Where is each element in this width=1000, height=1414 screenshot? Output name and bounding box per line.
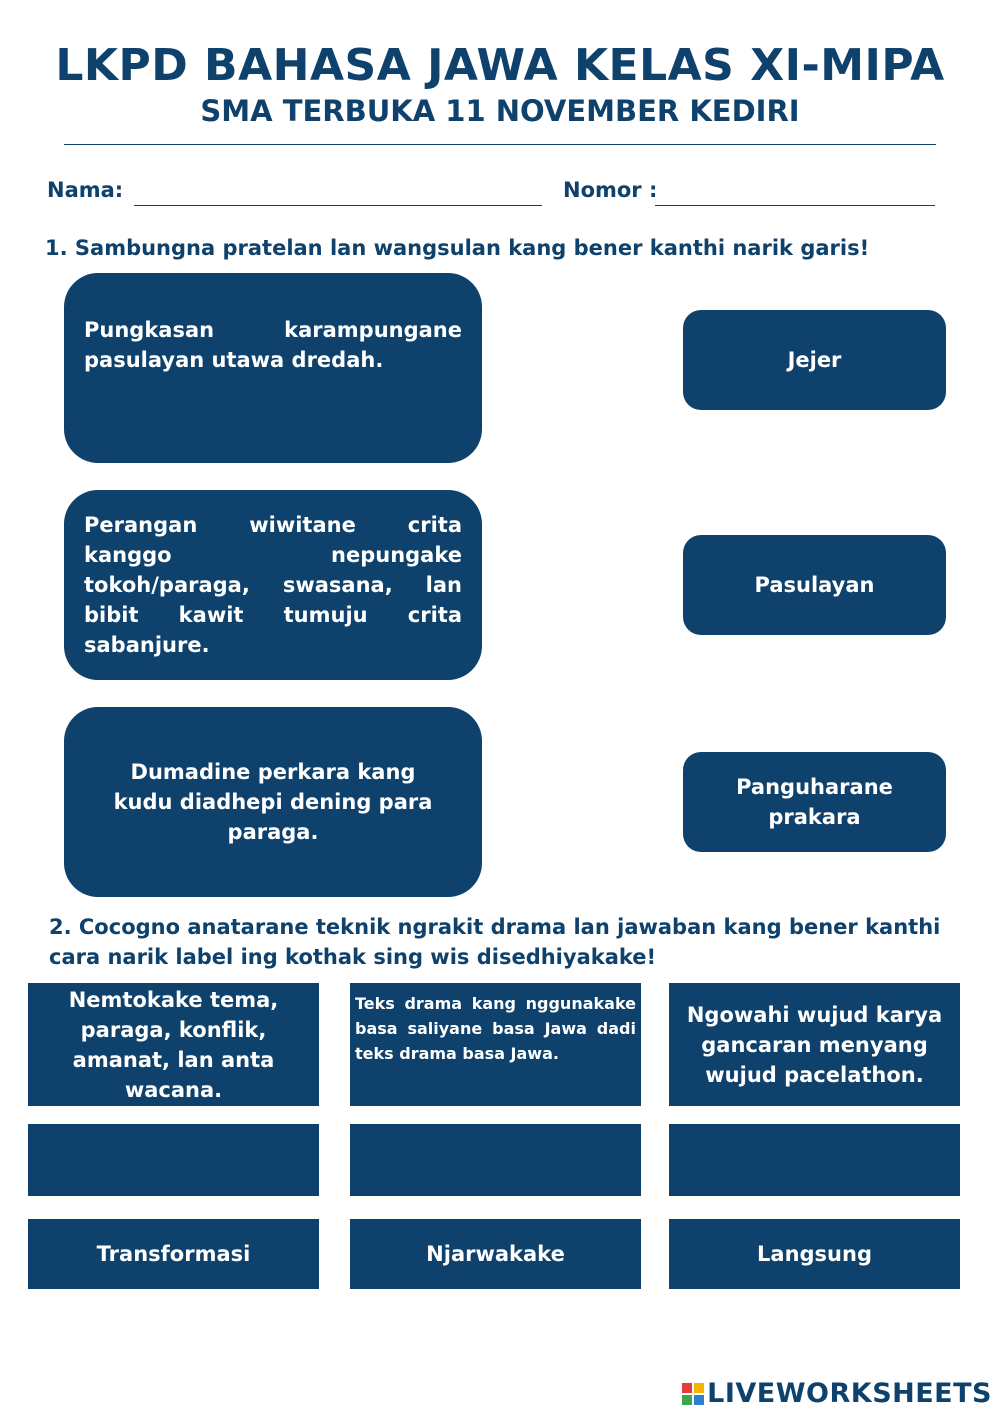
liveworksheets-logo[interactable]	[682, 1378, 992, 1409]
answer-text-3: Panguharane prakara	[736, 775, 893, 829]
liveworksheets-brand: LIVEWORKSHEETS	[707, 1378, 992, 1409]
answer-text-1: Jejer	[787, 348, 842, 372]
statement-box-3[interactable]	[64, 707, 482, 897]
answer-box-panguharane[interactable]	[683, 752, 946, 852]
drop-zone-1[interactable]	[28, 1124, 319, 1196]
statement-text-1: Pungkasan karampungane pasulayan utawa dredah.	[84, 318, 462, 372]
worksheet-title: LKPD BAHASA JAWA KELAS XI-MIPA	[55, 40, 945, 91]
label-text-2: Njarwakake	[426, 1242, 565, 1266]
drop-zone-2[interactable]	[350, 1124, 641, 1196]
description-text-2: Teks drama kang nggunakake basa saliyane basa Jawa dadi teks drama basa Jawa.	[355, 994, 636, 1063]
label-transformasi[interactable]	[28, 1219, 319, 1289]
description-text-1: Nemtokake tema, paraga, konflik, amanat, lan anta wacana.	[68, 987, 279, 1102]
number-label: Nomor :	[563, 178, 658, 202]
answer-text-2: Pasulayan	[754, 573, 875, 597]
header-divider	[64, 144, 936, 145]
answer-box-pasulayan[interactable]	[683, 535, 946, 635]
statement-text-3: Dumadine perkara kang kudu diadhepi dening para paraga.	[113, 760, 433, 844]
statement-box-1[interactable]	[64, 273, 482, 463]
description-box-1	[28, 983, 319, 1106]
name-label: Nama:	[47, 178, 124, 202]
label-text-3: Langsung	[757, 1242, 872, 1266]
question-2-line-2: cara narik label ing kothak sing wis disedhiyakake!	[49, 945, 657, 969]
number-field[interactable]	[655, 205, 935, 206]
statement-box-2[interactable]	[64, 490, 482, 680]
answer-box-jejer[interactable]	[683, 310, 946, 410]
name-field[interactable]	[134, 205, 542, 206]
school-subtitle: SMA TERBUKA 11 NOVEMBER KEDIRI	[200, 94, 800, 128]
description-text-3: Ngowahi wujud karya gancaran menyang wujud pacelathon.	[686, 1002, 943, 1087]
drop-zone-3[interactable]	[669, 1124, 960, 1196]
description-box-2	[350, 983, 641, 1106]
label-text-1: Transformasi	[96, 1242, 251, 1266]
label-njarwakake[interactable]	[350, 1219, 641, 1289]
liveworksheets-icon	[682, 1383, 704, 1405]
question-1: 1. Sambungna pratelan lan wangsulan kang bener kanthi narik garis!	[45, 236, 870, 260]
description-box-3	[669, 983, 960, 1106]
question-2-line-1: 2. Cocogno anatarane teknik ngrakit drama lan jawaban kang bener kanthi	[49, 915, 941, 939]
label-langsung[interactable]	[669, 1219, 960, 1289]
statement-text-2: Perangan wiwitane crita kanggo nepungake tokoh/paraga, swasana, lan bibit kawit tumuju crita sabanjure.	[84, 513, 462, 657]
